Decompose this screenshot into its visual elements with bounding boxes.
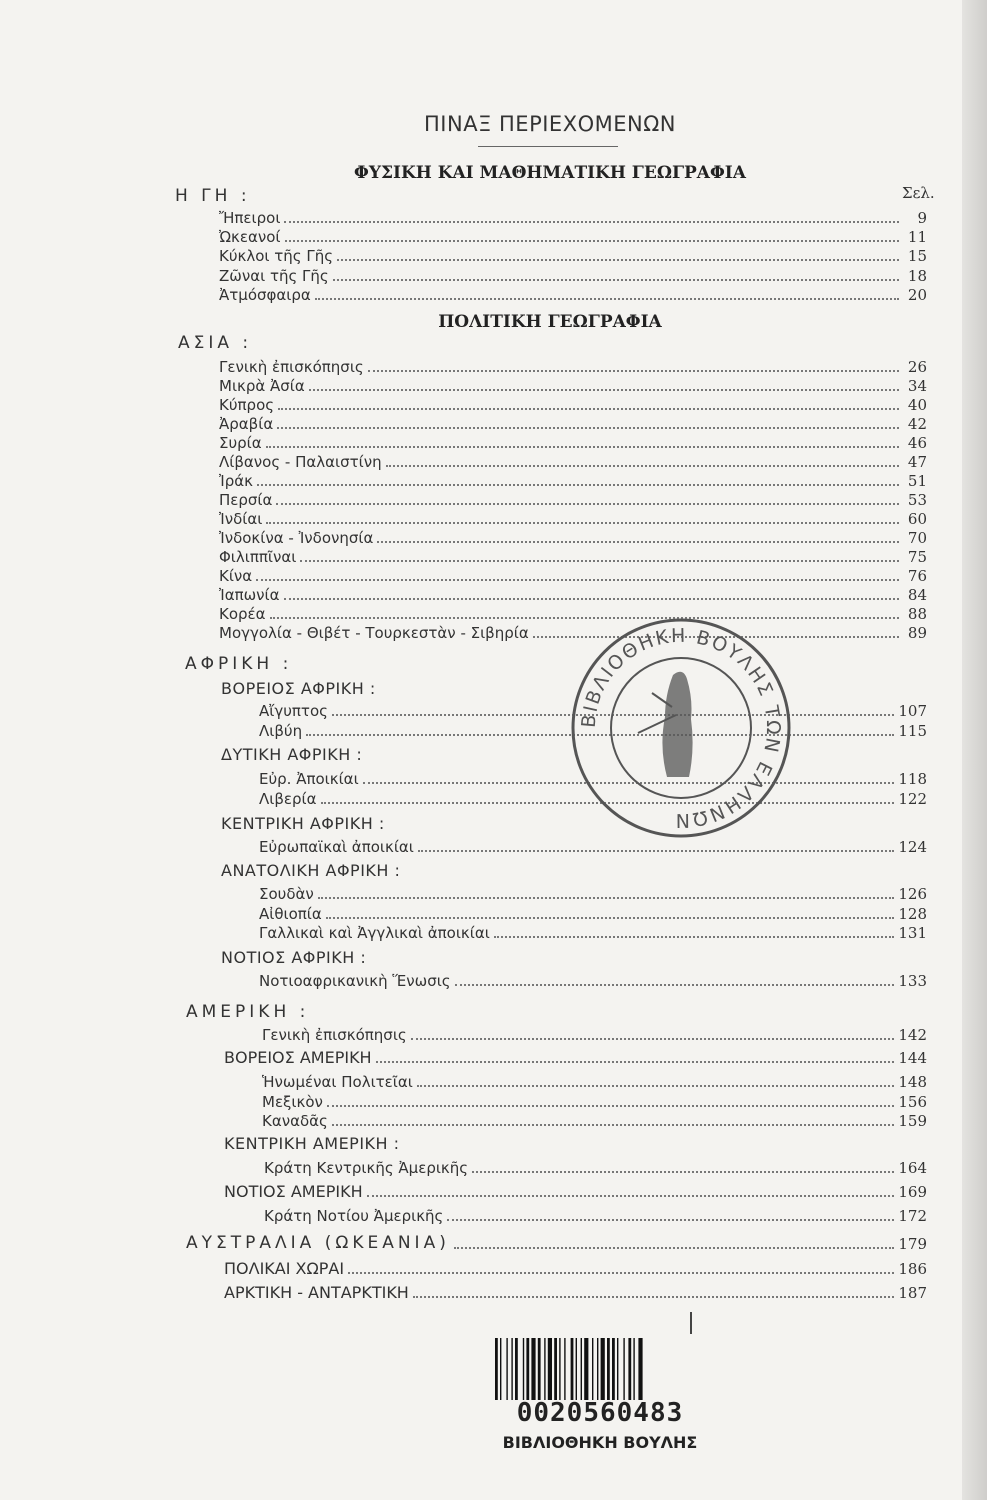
entry-page: 156 (898, 1093, 927, 1111)
entry-label: Συρία (219, 434, 262, 452)
entry-label: Καναδᾶς (262, 1112, 328, 1130)
entry-page: 164 (898, 1159, 927, 1177)
entry-label: Λίβανος - Παλαιστίνη (219, 453, 382, 471)
entry-label: Κράτη Νοτίου Ἀμερικῆς (264, 1207, 444, 1225)
barcode-bar (548, 1338, 552, 1400)
group-north-africa: ΒΟΡΕΙΟΣ ΑΦΡΙΚΗ : (221, 679, 376, 698)
entry-page: 89 (907, 624, 927, 642)
entry-label: Γενικὴ ἐπισκόπησις (219, 358, 364, 376)
entry-page: 84 (907, 586, 927, 604)
barcode-bar (612, 1338, 615, 1400)
leader-dots (309, 389, 899, 391)
barcode-bar (638, 1338, 642, 1400)
entry-page: 76 (907, 567, 927, 585)
entry-label: Νοτιοαφρικανικὴ Ἕνωσις (259, 972, 451, 990)
entry-page: 187 (898, 1284, 927, 1302)
toc-entry (219, 489, 927, 509)
entry-page: 126 (898, 885, 927, 903)
entry-label: Κύπρος (219, 396, 275, 414)
leader-dots (494, 936, 895, 938)
entry-page: 115 (898, 722, 927, 740)
entry-label: Ἀραβία (219, 415, 274, 433)
barcode-bar (554, 1338, 557, 1400)
entry-label: Ἰαπωνία (219, 586, 280, 604)
barcode-bar (523, 1338, 524, 1400)
leader-dots (472, 1171, 894, 1173)
edge-mark (690, 1312, 692, 1334)
entry-page: 148 (898, 1073, 927, 1091)
barcode-bar (511, 1338, 512, 1400)
entry-page: 75 (907, 548, 927, 566)
toc-entry (219, 584, 927, 604)
entry-page: 60 (907, 510, 927, 528)
barcode-bar (515, 1338, 518, 1400)
group-east-africa: ΑΝΑΤΟΛΙΚΗ ΑΦΡΙΚΗ : (221, 861, 401, 880)
toc-entry (219, 394, 927, 414)
entry-page: 88 (907, 605, 927, 623)
toc-entry (219, 356, 927, 376)
group-asia: ΑΣΙΑ : (178, 333, 253, 353)
entry-page: 70 (907, 529, 927, 547)
barcode-bar (633, 1338, 634, 1400)
entry-label: ΑΥΣΤΡΑΛΙΑ (ΩΚΕΑΝΙΑ) (186, 1233, 450, 1253)
stamp-figure-icon (638, 672, 693, 777)
leader-dots (326, 917, 895, 919)
toc-entry (264, 1157, 927, 1177)
barcode-bar (628, 1338, 631, 1400)
toc-entry (219, 207, 927, 227)
leader-dots (417, 1085, 895, 1087)
entry-label: Αἴγυπτος (259, 702, 328, 720)
page-edge (962, 0, 987, 1500)
leader-dots (315, 298, 899, 300)
barcode-bar (495, 1338, 498, 1400)
entry-label: ΑΡΚΤΙΚΗ - ΑΝΤΑΡΚΤΙΚΗ (224, 1283, 409, 1302)
entry-label: Κύκλοι τῆς Γῆς (219, 247, 334, 265)
barcode-bar (500, 1338, 501, 1400)
toc-entry (224, 1258, 927, 1278)
section-political-geography: ΠΟΛΙΤΙΚΗ ΓΕΩΓΡΑΦΙΑ (438, 312, 662, 332)
barcode-bar (584, 1338, 588, 1400)
toc-entry (219, 245, 927, 265)
entry-page: 47 (907, 453, 927, 471)
toc-entry (219, 265, 927, 285)
toc-entry (219, 413, 927, 433)
toc-entry (259, 883, 927, 903)
leader-dots (332, 1124, 895, 1126)
toc-entry (186, 1233, 927, 1253)
leader-dots (377, 541, 899, 543)
toc-entry (219, 470, 927, 490)
leader-dots (266, 446, 899, 448)
entry-page: 26 (907, 358, 927, 376)
entry-label: Ἀτμόσφαιρα (219, 286, 311, 304)
leader-dots (277, 427, 899, 429)
group-south-africa: ΝΟΤΙΟΣ ΑΦΡΙΚΗ : (221, 948, 367, 967)
group-america: ΑΜΕΡΙΚΗ : (186, 1002, 310, 1022)
leader-dots (367, 1195, 895, 1197)
leader-dots (284, 598, 899, 600)
toc-entry (259, 903, 927, 923)
section-physical-geography: ΦΥΣΙΚΗ ΚΑΙ ΜΑΘΗΜΑΤΙΚΗ ΓΕΩΓΡΑΦΙΑ (354, 163, 746, 183)
toc-entry (262, 1071, 927, 1091)
barcode-bar (506, 1338, 507, 1400)
barcode-bar (538, 1338, 541, 1400)
leader-dots (418, 850, 895, 852)
barcode-bar (592, 1338, 593, 1400)
entry-page: 169 (898, 1183, 927, 1201)
entry-page: 40 (907, 396, 927, 414)
entry-page: 9 (917, 209, 927, 227)
barcode (493, 1338, 707, 1400)
entry-label: Ὠκεανοί (219, 228, 281, 246)
group-central-america: ΚΕΝΤΡΙΚΗ ΑΜΕΡΙΚΗ : (224, 1134, 400, 1153)
entry-page: 11 (907, 228, 927, 246)
entry-label: Ἰνδίαι (219, 510, 263, 528)
toc-entry (224, 1047, 927, 1067)
barcode-bar (597, 1338, 598, 1400)
entry-page: 179 (898, 1235, 927, 1253)
leader-dots (266, 522, 899, 524)
entry-label: Ἤπειροι (219, 209, 281, 227)
toc-entry (259, 970, 927, 990)
barcode-number: 0020560483 (516, 1398, 684, 1428)
entry-page: 53 (907, 491, 927, 509)
barcode-bar (623, 1338, 624, 1400)
entry-label: Λιβύη (259, 722, 303, 740)
barcode-bar (601, 1338, 605, 1400)
entry-label: Κράτη Κεντρικῆς Ἀμερικῆς (264, 1159, 469, 1177)
entry-label: Γενικὴ ἐπισκόπησις (262, 1026, 407, 1044)
entry-label: Ἰνδοκίνα - Ἰνδονησία (219, 529, 374, 547)
entry-label: ΝΟΤΙΟΣ ΑΜΕΡΙΚΗ (224, 1182, 363, 1201)
entry-label: Εὐρ. Ἀποικίαι (259, 770, 359, 788)
library-stamp (568, 615, 794, 841)
entry-label: Σουδὰν (259, 885, 314, 903)
entry-page: 107 (898, 702, 927, 720)
leader-dots (386, 465, 899, 467)
barcode-bar (607, 1338, 610, 1400)
entry-label: ΒΟΡΕΙΟΣ ΑΜΕΡΙΚΗ (224, 1048, 372, 1067)
group-central-africa: ΚΕΝΤΡΙΚΗ ΑΦΡΙΚΗ : (221, 814, 385, 833)
leader-dots (333, 279, 899, 281)
toc-entry (219, 565, 927, 585)
toc-entry (259, 922, 927, 942)
entry-page: 118 (898, 770, 927, 788)
entry-page: 172 (898, 1207, 927, 1225)
barcode-bar (617, 1338, 618, 1400)
entry-page: 51 (907, 472, 927, 490)
entry-page: 46 (907, 434, 927, 452)
entry-page: 144 (898, 1049, 927, 1067)
group-africa: ΑΦΡΙΚΗ : (185, 654, 293, 674)
toc-entry (262, 1091, 927, 1111)
barcode-bar (526, 1338, 529, 1400)
entry-label: Μικρὰ Ἀσία (219, 377, 305, 395)
leader-dots (278, 408, 899, 410)
barcode-bar (581, 1338, 582, 1400)
toc-entry (219, 546, 927, 566)
entry-label: Λιβερία (259, 790, 317, 808)
toc-entry (219, 226, 927, 246)
barcode-library: ΒΙΒΛΙΟΘΗΚΗ ΒΟΥΛΗΣ (502, 1433, 698, 1452)
barcode-bar (531, 1338, 535, 1400)
leader-dots (348, 1272, 894, 1274)
entry-label: Μεξικὸν (262, 1093, 323, 1111)
leader-dots (454, 1247, 895, 1249)
entry-label: Μογγολία - Θιβέτ - Τουρκεστὰν - Σιβηρία (219, 624, 529, 642)
entry-page: 18 (907, 267, 927, 285)
toc-entry (219, 284, 927, 304)
entry-label: Κίνα (219, 567, 253, 585)
entry-page: 42 (907, 415, 927, 433)
entry-label: Αἰθιοπία (259, 905, 322, 923)
leader-dots (318, 897, 895, 899)
leader-dots (276, 503, 899, 505)
page-column-label: Σελ. (902, 184, 935, 202)
title-rule (478, 146, 618, 147)
toc-entry (264, 1205, 927, 1225)
toc-entry (219, 451, 927, 471)
leader-dots (285, 240, 899, 242)
barcode-bar (576, 1338, 577, 1400)
entry-page: 186 (898, 1260, 927, 1278)
entry-page: 20 (907, 286, 927, 304)
leader-dots (413, 1296, 895, 1298)
leader-dots (455, 984, 895, 986)
leader-dots (376, 1061, 895, 1063)
toc-entry (262, 1110, 927, 1130)
barcode-bar (544, 1338, 545, 1400)
group-west-africa: ΔΥΤΙΚΗ ΑΦΡΙΚΗ : (221, 745, 363, 764)
entry-page: 142 (898, 1026, 927, 1044)
entry-page: 128 (898, 905, 927, 923)
leader-dots (300, 560, 899, 562)
leader-dots (284, 221, 899, 223)
toc-entry (219, 508, 927, 528)
barcode-bar (564, 1338, 565, 1400)
entry-label: Ἰράκ (219, 472, 253, 490)
entry-page: 15 (907, 247, 927, 265)
entry-label: Γαλλικαὶ καὶ Ἀγγλικαὶ ἀποικίαι (259, 924, 490, 942)
entry-page: 124 (898, 838, 927, 856)
entry-label: ΠΟΛΙΚΑΙ ΧΩΡΑΙ (224, 1259, 345, 1278)
entry-label: Περσία (219, 491, 273, 509)
barcode-bar (559, 1338, 560, 1400)
entry-page: 34 (907, 377, 927, 395)
leader-dots (411, 1038, 895, 1040)
entry-page: 122 (898, 790, 927, 808)
toc-entry (219, 375, 927, 395)
leader-dots (447, 1219, 894, 1221)
toc-entry (219, 432, 927, 452)
toc-entry (219, 527, 927, 547)
group-earth: Η ΓΗ : (175, 186, 251, 206)
leader-dots (337, 259, 899, 261)
leader-dots (327, 1105, 894, 1107)
barcode-bar (571, 1338, 574, 1400)
entry-label: Εὐρωπαϊκαὶ ἀποικίαι (259, 838, 414, 856)
entry-label: Κορέα (219, 605, 266, 623)
toc-entry (224, 1282, 927, 1302)
entry-page: 133 (898, 972, 927, 990)
leader-dots (256, 579, 899, 581)
entry-page: 131 (898, 924, 927, 942)
entry-label: Ζῶναι τῆς Γῆς (219, 267, 329, 285)
entry-label: Ἡνωμέναι Πολιτεῖαι (262, 1073, 413, 1091)
entry-label: Φιλιππῖναι (219, 548, 297, 566)
toc-entry (224, 1181, 927, 1201)
entry-page: 159 (898, 1112, 927, 1130)
page-title: ΠΙΝΑΞ ΠΕΡΙΕΧΟΜΕΝΩΝ (424, 112, 676, 136)
leader-dots (257, 484, 899, 486)
toc-entry (262, 1024, 927, 1044)
stamp-text: ΒΙΒΛΙΟΘΗΚΗ ΒΟΥΛΗΣ ΤΩΝ ΕΛΛΗΝΩΝ (577, 624, 785, 832)
leader-dots (368, 370, 899, 372)
